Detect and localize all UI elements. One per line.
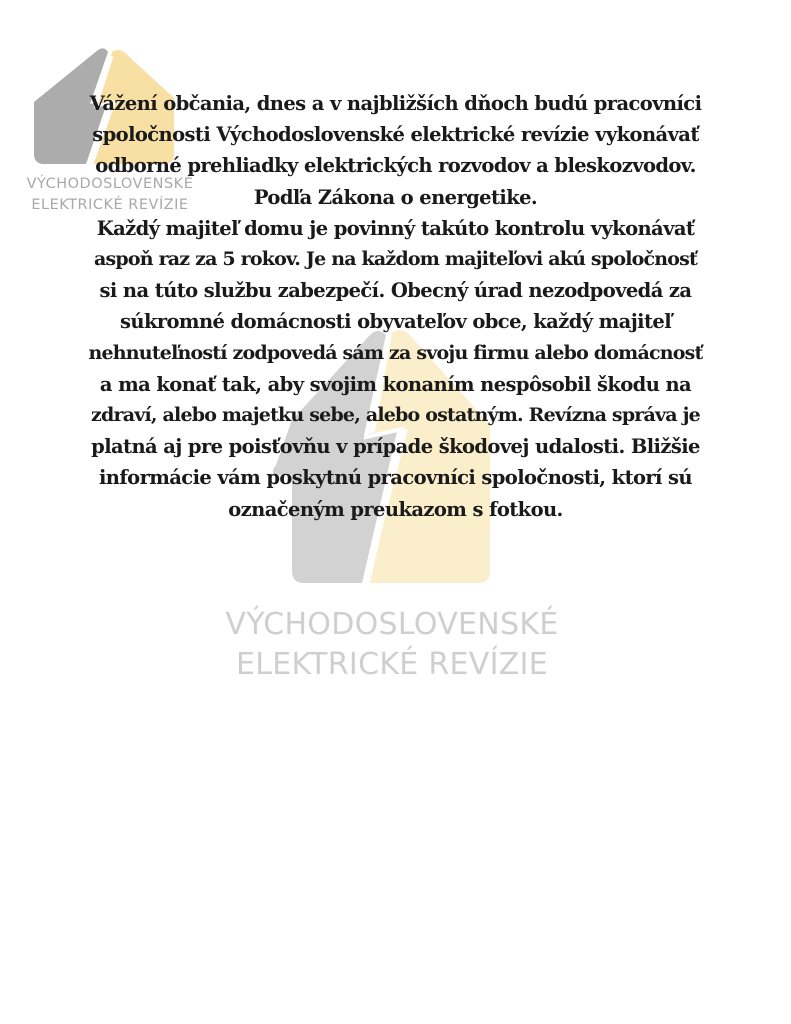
- logo-text-line1: VÝCHODOSLOVENSKÉ: [26, 176, 194, 192]
- watermark-text-line2: ELEKTRICKÉ REVÍZIE: [235, 647, 549, 682]
- notice-line: aspoň raz za 5 rokov. Je na každom majiteľovi akú spoločnosť: [93, 248, 698, 271]
- notice-line: Podľa Zákona o energetike.: [253, 185, 538, 209]
- notice-line: Vážení občania, dnes a v najbližších dňoch budú pracovníci: [89, 92, 702, 115]
- notice-line: Každý majiteľ domu je povinný takúto kontrolu vykonávať: [96, 216, 695, 240]
- notice-line: súkromné domácnosti obyvateľov obce, každý majiteľ: [119, 310, 671, 334]
- notice-line: a ma konať tak, aby svojim konaním nespôsobil škodu na: [99, 372, 692, 396]
- notice-line: si na túto službu zabezpečí. Obecný úrad nezodpovedá za: [99, 279, 692, 303]
- notice-line: označeným preukazom s fotkou.: [228, 497, 563, 521]
- logo-text-line2: ELEKTRICKÉ REVÍZIE: [31, 197, 189, 213]
- notice-line: odborné prehliadky elektrických rozvodov a bleskozvodov.: [95, 154, 696, 178]
- notice-line: spoločnosti Východoslovenské elektrické revízie vykonávať: [92, 123, 699, 147]
- watermark-text-line1: VÝCHODOSLOVENSKÉ: [225, 607, 559, 642]
- notice-text: [40, 88, 751, 525]
- notice-line: informácie vám poskytnú pracovníci spoločnosti, ktorí sú: [98, 466, 693, 490]
- notice-line: nehnuteľností zodpovedá sám za svoju firmu alebo domácnosť: [88, 341, 703, 364]
- notice-line: platná aj pre poisťovňu v prípade škodovej udalosti. Bližšie: [91, 435, 700, 459]
- notice-line: zdraví, alebo majetku sebe, alebo ostatným. Revízna správa je: [91, 404, 700, 427]
